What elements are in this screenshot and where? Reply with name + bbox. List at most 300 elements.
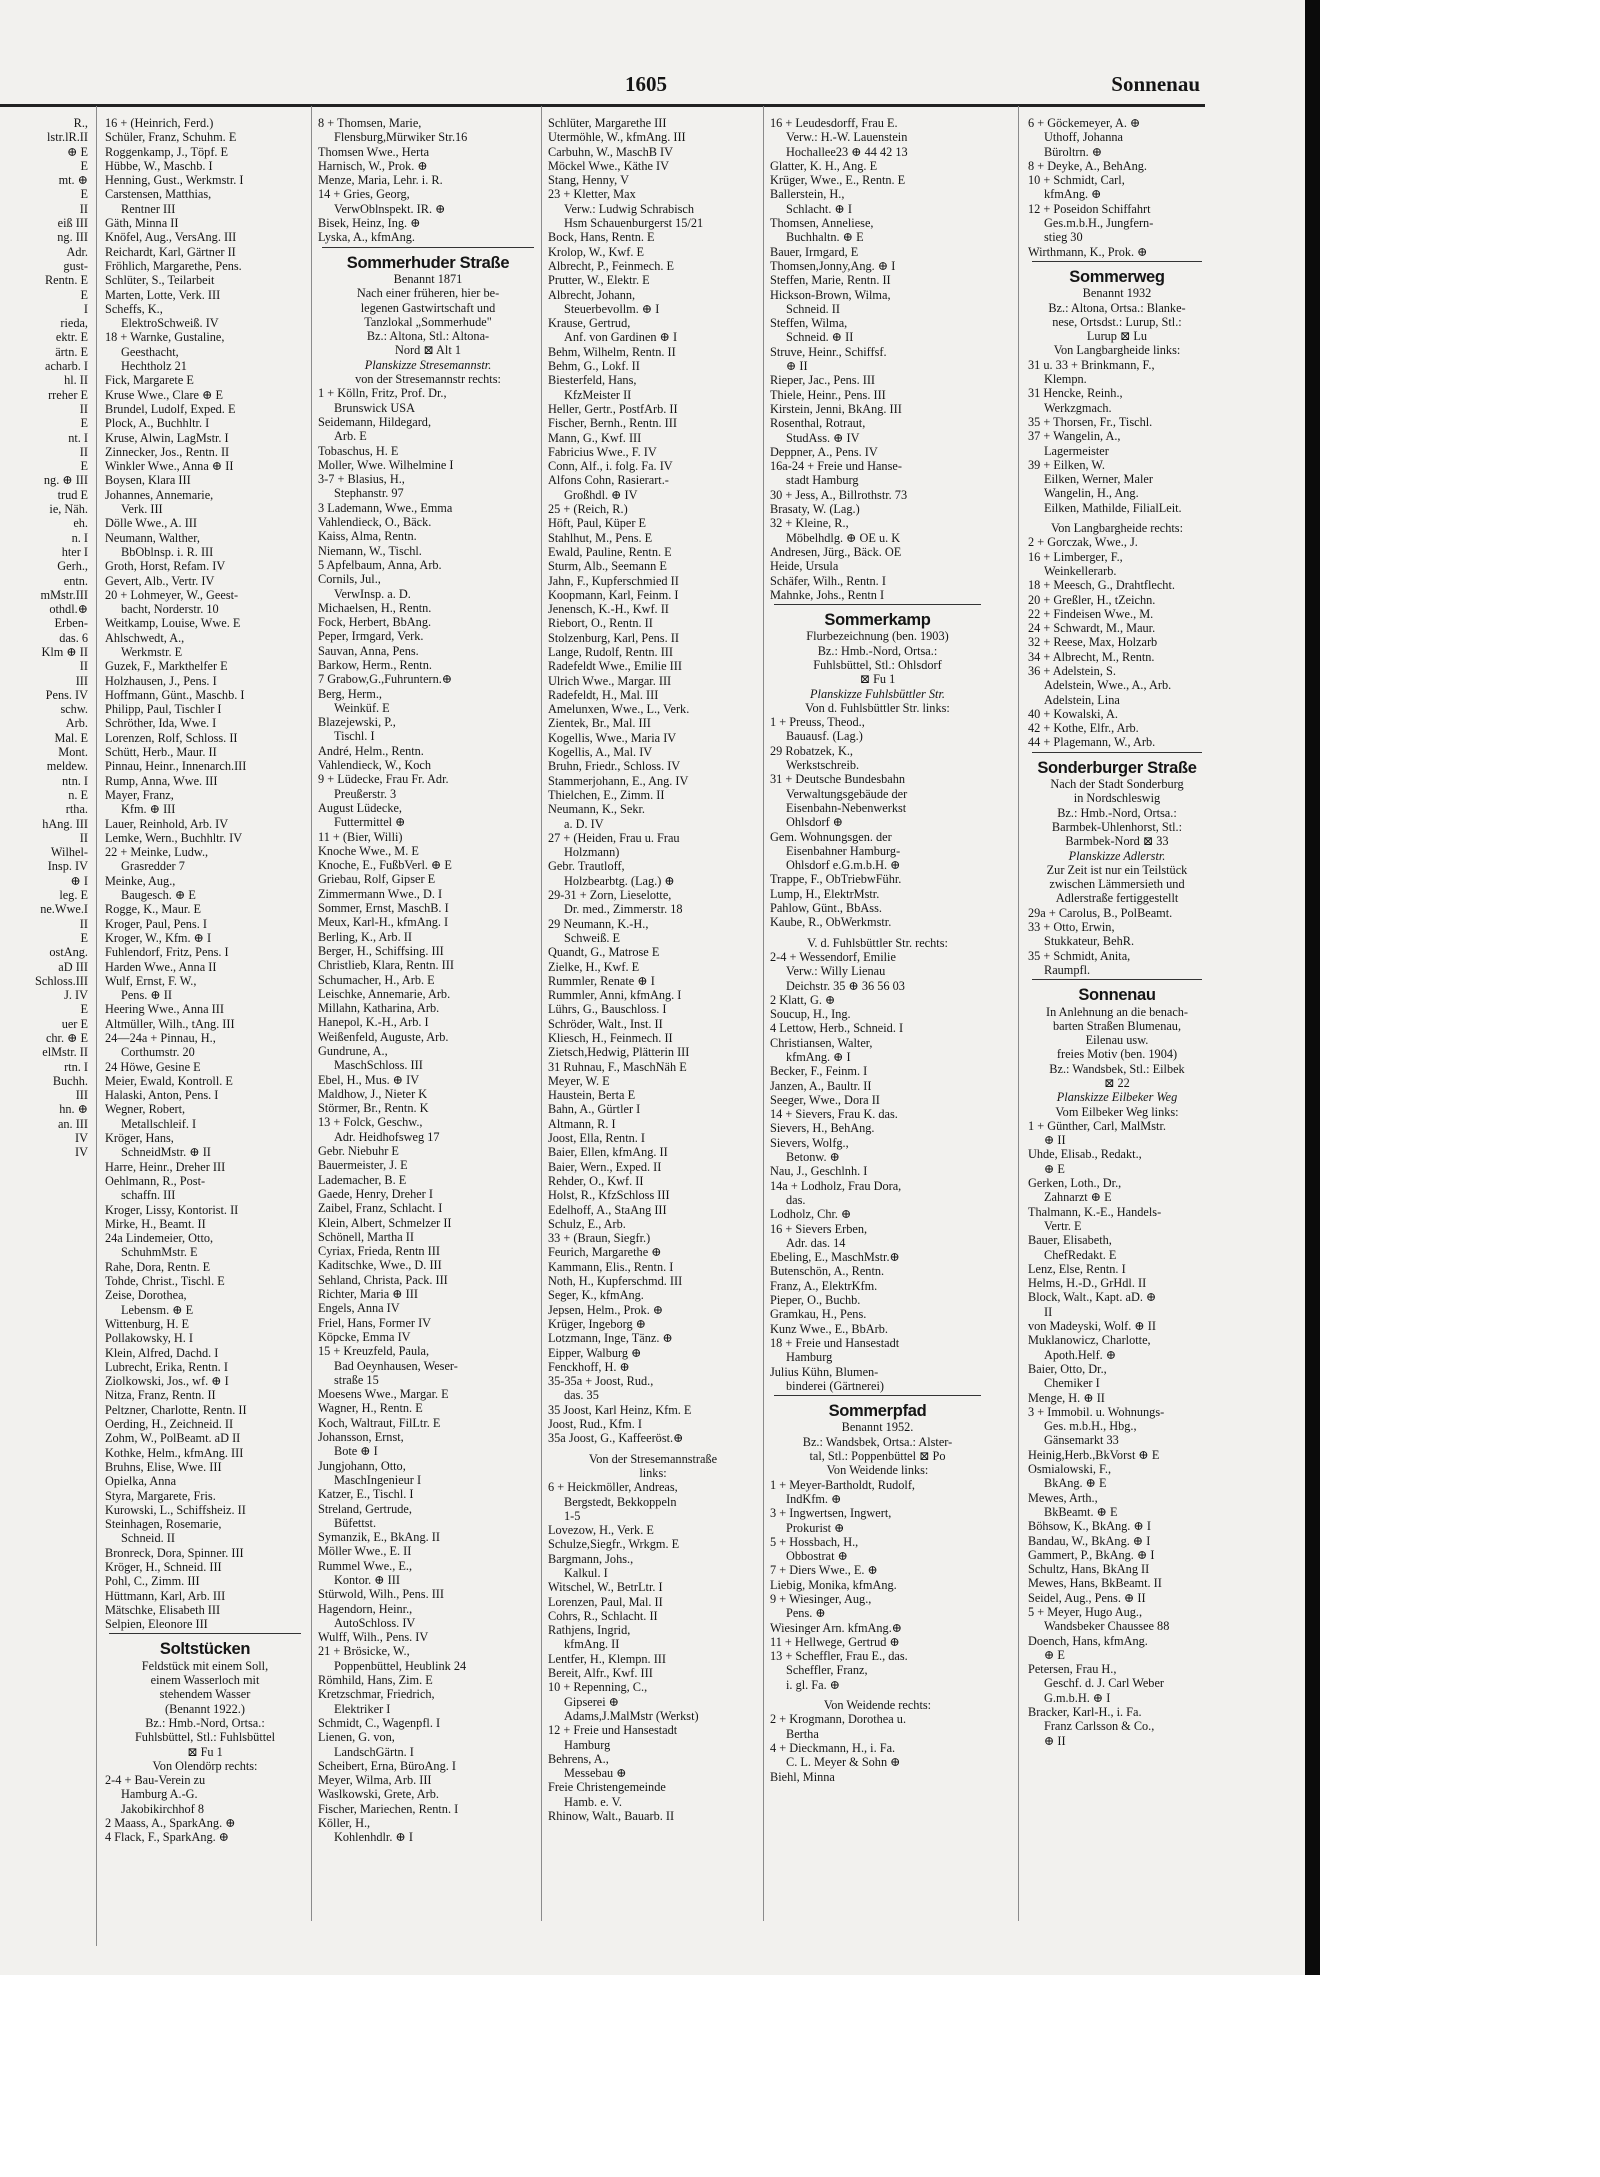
resident-entry: 2 Maass, A., SparkAng. ⊕ bbox=[105, 1816, 236, 1831]
left-page-fragment-line: Buchh. bbox=[52, 1073, 88, 1088]
street-info-line: Bz.: Hmb.-Nord, Ortsa.: bbox=[1057, 805, 1177, 820]
left-page-fragment-line: E bbox=[80, 459, 88, 474]
street-info-line: Von Langbargheide links: bbox=[1053, 343, 1181, 358]
resident-entry: Klein, Alfred, Dachd. I bbox=[105, 1345, 219, 1360]
resident-entry: Ahlschwedt, A., bbox=[105, 630, 185, 645]
resident-entry: Lührs, G., Bauschloss. I bbox=[548, 1002, 667, 1017]
resident-entry: 22 + Meinke, Ludw., bbox=[105, 845, 209, 860]
left-page-fragment-line: ng. ⊕ III bbox=[43, 473, 88, 488]
resident-entry: Krause, Gertrud, bbox=[548, 316, 631, 331]
resident-entry-continuation: Anf. von Gardinen ⊕ I bbox=[564, 330, 678, 345]
resident-entry: Meux, Karl-H., kfmAng. I bbox=[318, 915, 449, 930]
left-page-fragment-line: mMstr.III bbox=[40, 587, 88, 602]
street-info-line: Von Weidende links: bbox=[826, 1463, 929, 1478]
resident-entry: Kogellis, A., Mal. IV bbox=[548, 745, 653, 760]
resident-entry-continuation: Betonw. ⊕ bbox=[786, 1150, 840, 1165]
resident-entry: Franz, A., ElektrKfm. bbox=[770, 1278, 878, 1293]
resident-entry: Schütt, Herb., Maur. II bbox=[105, 745, 217, 760]
resident-entry: 8 + Deyke, A., BehAng. bbox=[1028, 158, 1147, 173]
resident-entry: 29-31 + Zorn, Lieselotte, bbox=[548, 888, 672, 903]
resident-entry: Noth, H., Kupferschmd. III bbox=[548, 1274, 683, 1289]
resident-entry-continuation: Obbostrat ⊕ bbox=[786, 1549, 848, 1564]
left-page-fragment-line: Mal. E bbox=[54, 730, 88, 745]
resident-entry: Selpien, Eleonore III bbox=[105, 1617, 208, 1632]
resident-entry-continuation: straße 15 bbox=[334, 1372, 379, 1387]
resident-entry: 20 + Greßler, H., tZeichn. bbox=[1028, 592, 1156, 607]
resident-entry: Pieper, O., Buchb. bbox=[770, 1293, 861, 1308]
resident-entry: Bronreck, Dora, Spinner. III bbox=[105, 1545, 244, 1560]
resident-entry-continuation: i. gl. Fa. ⊕ bbox=[786, 1677, 841, 1692]
resident-entry: Lubrecht, Erika, Rentn. I bbox=[105, 1359, 228, 1374]
resident-entry: Carstensen, Matthias, bbox=[105, 187, 212, 202]
resident-entry: Altmüller, Wilh., tAng. III bbox=[105, 1016, 235, 1031]
resident-entry: Lademacher, B. E bbox=[318, 1172, 407, 1187]
resident-entry-continuation: BkBeamt. ⊕ E bbox=[1044, 1504, 1118, 1519]
resident-entry: Fabricius Wwe., F. IV bbox=[548, 444, 657, 459]
resident-entry-continuation: Schneid. II bbox=[786, 301, 840, 316]
street-info-line: Von Weidende rechts: bbox=[823, 1698, 932, 1713]
resident-entry-continuation: Stukkateur, BehR. bbox=[1044, 934, 1135, 949]
street-info-line: zwischen Lämmersieth und bbox=[1049, 877, 1185, 892]
resident-entry: Becker, F., Feinm. I bbox=[770, 1064, 868, 1079]
street-info-line: Zur Zeit ist nur ein Teilstück bbox=[1046, 862, 1188, 877]
resident-entry: Christlieb, Klara, Rentn. III bbox=[318, 958, 454, 973]
resident-entry: 1 + Günther, Carl, MalMstr. bbox=[1028, 1118, 1166, 1133]
left-page-fragment-line: Mont. bbox=[58, 745, 88, 760]
resident-entry: Hickson-Brown, Wilma, bbox=[770, 287, 891, 302]
resident-entry-continuation: Büfettst. bbox=[334, 1515, 377, 1530]
resident-entry: Thomsen Wwe., Herta bbox=[318, 144, 430, 159]
resident-entry: Richter, Maria ⊕ III bbox=[318, 1287, 418, 1302]
resident-entry: Heide, Ursula bbox=[770, 559, 839, 574]
left-page-fragment-line: trud E bbox=[57, 487, 88, 502]
resident-entry: Michaelsen, H., Rentn. bbox=[318, 600, 432, 615]
resident-entry-continuation: binderei (Gärtnerei) bbox=[786, 1378, 884, 1393]
resident-entry-continuation: Hamb. e. V. bbox=[564, 1794, 622, 1809]
resident-entry: 31 + Deutsche Bundesbahn bbox=[770, 772, 906, 787]
resident-entry-continuation: Klempn. bbox=[1044, 372, 1087, 387]
street-info-line: stehendem Wasser bbox=[159, 1687, 251, 1702]
resident-entry: 31 u. 33 + Brinkmann, F., bbox=[1028, 357, 1155, 372]
resident-entry: Zielke, H., Kwf. E bbox=[548, 959, 640, 974]
left-page-fragment-line: Pens. IV bbox=[45, 687, 88, 702]
resident-entry: Winkler Wwe., Anna ⊕ II bbox=[105, 459, 234, 474]
resident-entry: Gundrune, A., bbox=[318, 1044, 388, 1058]
resident-entry: Hüttmann, Karl, Arb. III bbox=[105, 1588, 226, 1603]
resident-entry-continuation: ⊕ E bbox=[1044, 1161, 1065, 1176]
resident-entry: Petersen, Frau H., bbox=[1028, 1662, 1117, 1677]
resident-entry: 40 + Kowalski, A. bbox=[1028, 706, 1118, 721]
resident-entry-continuation: Geesthacht, bbox=[121, 344, 179, 359]
resident-entry: Zimmermann Wwe., D. I bbox=[318, 886, 443, 901]
resident-entry: Kruse Wwe., Clare ⊕ E bbox=[105, 387, 223, 402]
resident-entry-continuation: Weinkellerarb. bbox=[1044, 563, 1117, 578]
resident-entry: 10 + Schmidt, Carl, bbox=[1028, 173, 1125, 188]
column-1 bbox=[105, 116, 305, 1845]
resident-entry: Jenensch, K.-H., Kwf. II bbox=[548, 602, 669, 617]
street-info-line: Adlerstraße fertiggestellt bbox=[1055, 891, 1179, 906]
resident-entry: Mätschke, Elisabeth III bbox=[105, 1602, 221, 1617]
resident-entry: Lenz, Else, Rentn. I bbox=[1028, 1261, 1126, 1276]
resident-entry: Glatter, K. H., Ang. E bbox=[770, 158, 878, 173]
street-info-line: Bz.: Hmb.-Nord, Ortsa.: bbox=[817, 643, 938, 658]
resident-entry-continuation: 1-5 bbox=[564, 1508, 581, 1523]
left-page-fragment-line: II bbox=[79, 830, 88, 845]
resident-entry: Thalmann, K.-E., Handels- bbox=[1028, 1204, 1162, 1219]
resident-entry: Kroger, Paul, Pens. I bbox=[105, 916, 207, 931]
resident-entry: Philipp, Paul, Tischler I bbox=[105, 702, 222, 717]
resident-entry-continuation: Kontor. ⊕ III bbox=[334, 1572, 400, 1587]
street-rule bbox=[1032, 261, 1202, 262]
resident-entry-continuation: Werkmstr. E bbox=[121, 644, 183, 659]
resident-entry: Koopmann, Karl, Feinm. I bbox=[548, 587, 679, 602]
street-info-line: Barmbek-Uhlenhorst, Stl.: bbox=[1051, 819, 1183, 834]
left-page-fragment-line: ie, Näh. bbox=[49, 502, 88, 517]
resident-entry: Kunz Wwe., E., BbArb. bbox=[770, 1321, 888, 1336]
resident-entry: Gebr. Niebuhr E bbox=[318, 1144, 399, 1159]
left-page-fragment-line: Insp. IV bbox=[47, 859, 88, 874]
resident-entry: Hoffmann, Günt., Maschb. I bbox=[105, 687, 245, 702]
left-page-fragment-line: IV bbox=[75, 1131, 88, 1146]
resident-entry-continuation: Holzbearbtg. (Lag.) ⊕ bbox=[564, 873, 675, 888]
resident-entry-continuation: Apoth.Helf. ⊕ bbox=[1044, 1347, 1117, 1362]
resident-entry: Menze, Maria, Lehr. i. R. bbox=[318, 173, 443, 188]
header-rule bbox=[0, 104, 1205, 107]
street-info-line: Benannt 1932 bbox=[1082, 286, 1152, 301]
resident-entry: Tohde, Christ., Tischl. E bbox=[105, 1274, 225, 1289]
resident-entry: Heller, Gertr., PostfArb. II bbox=[548, 401, 678, 416]
resident-entry: 13 + Folck, Geschw., bbox=[318, 1115, 423, 1130]
resident-entry: Millahn, Katharina, Arb. bbox=[318, 1001, 440, 1016]
left-page-fragment-line: R., bbox=[73, 116, 88, 130]
left-page-fragment-line: leg. E bbox=[59, 888, 88, 903]
resident-entry: Ballerstein, H., bbox=[770, 187, 845, 202]
resident-entry: Bahn, A., Gürtler I bbox=[548, 1102, 641, 1117]
left-page-fragment-line: III bbox=[75, 1088, 88, 1103]
resident-entry: 1 + Meyer-Bartholdt, Rudolf, bbox=[770, 1477, 916, 1492]
resident-entry-continuation: Holzmann) bbox=[564, 845, 620, 860]
left-page-fragment-line: othdl.⊕ bbox=[49, 602, 88, 617]
resident-entry: 30 + Jess, A., Billrothstr. 73 bbox=[770, 487, 908, 502]
street-info-line: Benannt 1952. bbox=[841, 1420, 914, 1435]
left-page-fragment-line: schw. bbox=[60, 702, 88, 717]
street-heading: Soltstücken bbox=[159, 1640, 251, 1659]
resident-entry: Brasaty, W. (Lag.) bbox=[770, 502, 860, 517]
left-page-fragment-line: ärtn. E bbox=[55, 344, 88, 359]
resident-entry: Joost, Ella, Rentn. I bbox=[548, 1131, 646, 1146]
resident-entry: Schumacher, H., Arb. E bbox=[318, 972, 435, 987]
resident-entry: Trappe, F., ObTriebwFühr. bbox=[770, 872, 902, 887]
resident-entry: Edelhoff, A., StaAng III bbox=[548, 1202, 667, 1217]
resident-entry: Cohrs, R., Schlacht. II bbox=[548, 1608, 658, 1623]
street-info-line: (Benannt 1922.) bbox=[165, 1701, 245, 1716]
resident-entry: Osmialowski, F., bbox=[1028, 1462, 1112, 1477]
resident-entry: Heinig,Herb.,BkVorst ⊕ E bbox=[1028, 1447, 1160, 1462]
resident-entry-continuation: Verw.: Willy Lienau bbox=[786, 964, 886, 979]
resident-entry-continuation: SchuhmMstr. E bbox=[121, 1245, 198, 1260]
resident-entry: André, Helm., Rentn. bbox=[318, 743, 424, 758]
resident-entry: Ewald, Pauline, Rentn. E bbox=[548, 544, 672, 559]
left-page-fragment-line: acharb. I bbox=[44, 359, 88, 374]
street-info-line: von der Stresemannstr rechts: bbox=[355, 372, 501, 387]
resident-entry: 1 + Kölln, Fritz, Prof. Dr., bbox=[318, 386, 447, 401]
resident-entry: Steinhagen, Rosemarie, bbox=[105, 1517, 222, 1532]
left-page-fragment-line: IV bbox=[75, 1145, 88, 1160]
resident-entry: Meinke, Aug., bbox=[105, 873, 176, 888]
resident-entry: Marten, Lotte, Verk. III bbox=[105, 287, 221, 302]
resident-entry: Seeger, Wwe., Dora II bbox=[770, 1092, 880, 1107]
left-page-fragment-line: Adr. bbox=[66, 244, 88, 259]
resident-entry-continuation: Gänsemarkt 33 bbox=[1044, 1433, 1119, 1448]
resident-entry: Lorenzen, Rolf, Schloss. II bbox=[105, 730, 238, 745]
resident-entry: Wittenburg, H. E bbox=[105, 1316, 189, 1331]
left-page-fragment-line: hter I bbox=[61, 544, 88, 559]
resident-entry: Kröger, Hans, bbox=[105, 1131, 174, 1146]
resident-entry-continuation: Verw.: H.-W. Lauenstein bbox=[786, 130, 908, 145]
resident-entry: Johansson, Ernst, bbox=[318, 1430, 404, 1445]
resident-entry-continuation: II bbox=[1044, 1304, 1053, 1319]
resident-entry-continuation: kfmAng. ⊕ bbox=[1044, 187, 1102, 202]
resident-entry: Seger, K., kfmAng. bbox=[548, 1288, 644, 1303]
column-divider bbox=[1018, 106, 1019, 1921]
resident-entry: 9 + Lüdecke, Frau Fr. Adr. bbox=[318, 772, 449, 787]
resident-entry-continuation: Lagermeister bbox=[1044, 443, 1109, 458]
resident-entry: Block, Walt., Kapt. aD. ⊕ bbox=[1028, 1290, 1157, 1305]
resident-entry-continuation: stadt Hamburg bbox=[786, 473, 859, 488]
resident-entry-continuation: ChefRedakt. E bbox=[1044, 1247, 1117, 1262]
resident-entry: Holst, R., KfzSchloss III bbox=[548, 1188, 670, 1203]
street-info-line: Fuhlsbüttel, Stl.: Fuhlsbüttel bbox=[134, 1730, 276, 1745]
resident-entry-continuation: LandschGärtn. I bbox=[334, 1744, 414, 1759]
street-info-line: In Anlehnung an die benach- bbox=[1045, 1004, 1189, 1019]
resident-entry: Gem. Wohnungsgen. der bbox=[770, 829, 892, 844]
resident-entry-continuation: stieg 30 bbox=[1044, 230, 1083, 245]
resident-entry: Biesterfeld, Hans, bbox=[548, 373, 637, 388]
resident-entry-continuation: SchneidMstr. ⊕ II bbox=[121, 1145, 211, 1160]
resident-entry-continuation: Bertha bbox=[786, 1726, 819, 1741]
resident-entry: Deppner, A., Pens. IV bbox=[770, 444, 878, 459]
resident-entry: Stammerjohann, E., Ang. IV bbox=[548, 773, 689, 788]
resident-entry: Reichardt, Karl, Gärtner II bbox=[105, 244, 236, 259]
resident-entry: Meier, Ewald, Kontroll. E bbox=[105, 1073, 233, 1088]
resident-entry-continuation: Weinküf. E bbox=[334, 700, 390, 715]
left-page-fragment-line: II bbox=[79, 916, 88, 931]
resident-entry: 6 + Göckemeyer, A. ⊕ bbox=[1028, 116, 1141, 130]
resident-entry-continuation: Ges. m.b.H., Hbg., bbox=[1044, 1419, 1137, 1434]
street-info-line: Nord ⊠ Alt 1 bbox=[395, 343, 461, 358]
resident-entry: Seidel, Aug., Pens. ⊕ II bbox=[1028, 1590, 1146, 1605]
resident-entry: 22 + Findeisen Wwe., M. bbox=[1028, 606, 1154, 621]
resident-entry: 3 + Ingwertsen, Ingwert, bbox=[770, 1506, 892, 1521]
resident-entry: Wegner, Robert, bbox=[105, 1102, 186, 1117]
resident-entry: 12 + Freie und Hansestadt bbox=[548, 1723, 678, 1738]
left-page-fragment-line: das. 6 bbox=[59, 630, 88, 645]
left-page-fragment-line: entn. bbox=[63, 573, 88, 588]
resident-entry-continuation: ⊕ II bbox=[1044, 1133, 1066, 1148]
resident-entry: Vahlendieck, O., Bäck. bbox=[318, 515, 432, 530]
street-info-line: Von Langbargheide rechts: bbox=[1050, 521, 1184, 536]
resident-entry: Sommer, Ernst, MaschB. I bbox=[318, 901, 449, 916]
resident-entry: Schlüter, S., Teilarbeit bbox=[105, 273, 215, 288]
resident-entry: 16 + Leudesdorff, Frau E. bbox=[770, 116, 898, 130]
resident-entry: Guzek, F., Markthelfer E bbox=[105, 659, 228, 674]
resident-entry: Römhild, Hans, Zim. E bbox=[318, 1673, 433, 1688]
resident-entry: Harnisch, W., Prok. ⊕ bbox=[318, 158, 428, 173]
resident-entry: 35 + Thorsen, Fr., Tischl. bbox=[1028, 414, 1153, 429]
resident-entry: Möckel Wwe., Käthe IV bbox=[548, 158, 669, 173]
resident-entry-continuation: Hsm Schauenburgerst 15/21 bbox=[564, 216, 704, 231]
resident-entry-continuation: Buchhaltn. ⊕ E bbox=[786, 230, 864, 245]
resident-entry: Groth, Horst, Refam. IV bbox=[105, 559, 226, 574]
street-info-line: Fuhlsbüttel, Stl.: Ohlsdorf bbox=[813, 657, 942, 672]
left-page-fragment-line: rtha. bbox=[65, 802, 88, 817]
resident-entry: 7 + Diers Wwe., E. ⊕ bbox=[770, 1563, 878, 1578]
resident-entry: 12 + Poseidon Schiffahrt bbox=[1028, 201, 1151, 216]
resident-entry-continuation: Gipserei ⊕ bbox=[564, 1694, 620, 1709]
left-page-fragment-line: ng. III bbox=[57, 230, 88, 245]
resident-entry-continuation: Lebensm. ⊕ E bbox=[121, 1302, 194, 1317]
resident-entry: 2 + Gorczak, Wwe., J. bbox=[1028, 535, 1138, 550]
resident-entry: 3 + Immobil. u. Wohnungs- bbox=[1028, 1404, 1165, 1419]
street-rule bbox=[774, 1395, 981, 1396]
resident-entry: Thielchen, E., Zimm. II bbox=[548, 787, 665, 802]
resident-entry-continuation: Poppenbüttel, Heublink 24 bbox=[334, 1658, 467, 1673]
street-info-line: Benannt 1871 bbox=[393, 271, 463, 286]
street-info-line: freies Motiv (ben. 1904) bbox=[1056, 1047, 1178, 1062]
resident-entry-continuation: ⊕ II bbox=[1044, 1733, 1066, 1748]
resident-entry: Zientek, Br., Mal. III bbox=[548, 716, 651, 731]
resident-entry: 16a-24 + Freie und Hanse- bbox=[770, 459, 902, 474]
resident-entry: Weißenfeld, Auguste, Arb. bbox=[318, 1029, 449, 1044]
page-number: 1605 bbox=[625, 72, 667, 96]
resident-entry: Lange, Rudolf, Rentn. III bbox=[548, 644, 673, 659]
plan-sketch-note: Planskizze Fuhlsbüttler Str. bbox=[810, 686, 945, 701]
resident-entry: Koch, Waltraut, FilLtr. E bbox=[318, 1415, 441, 1430]
resident-entry: 4 Flack, F., SparkAng. ⊕ bbox=[105, 1830, 230, 1845]
resident-entry: Lump, H., ElektrMstr. bbox=[770, 886, 880, 901]
resident-entry: Bauer, Elisabeth, bbox=[1028, 1233, 1112, 1248]
resident-entry: Gramkau, H., Pens. bbox=[770, 1307, 867, 1322]
street-info-line: tal, Stl.: Poppenbüttel ⊠ Po bbox=[809, 1449, 946, 1464]
resident-entry: Schönell, Martha II bbox=[318, 1229, 414, 1244]
resident-entry: Roggenkamp, J., Töpf. E bbox=[105, 144, 229, 159]
resident-entry: Lodholz, Chr. ⊕ bbox=[770, 1207, 852, 1222]
left-page-fragment-line: n. I bbox=[71, 530, 88, 545]
resident-entry-continuation: Verw.: Ludwig Schrabisch bbox=[564, 201, 694, 216]
resident-entry-continuation: Bote ⊕ I bbox=[334, 1444, 378, 1459]
resident-entry: Friel, Hans, Former IV bbox=[318, 1315, 432, 1330]
resident-entry: Sauvan, Anna, Pens. bbox=[318, 643, 419, 658]
resident-entry: 10 + Repenning, C., bbox=[548, 1680, 648, 1695]
resident-entry: Störmer, Br., Rentn. K bbox=[318, 1101, 429, 1116]
resident-entry: Fick, Margarete E bbox=[105, 373, 194, 388]
resident-entry: Neumann, Walther, bbox=[105, 530, 200, 545]
resident-entry-continuation: Uthoff, Johanna bbox=[1044, 130, 1124, 145]
resident-entry: 24—24a + Pinnau, H., bbox=[105, 1031, 216, 1045]
resident-entry-continuation: Hechtholz 21 bbox=[121, 359, 187, 374]
street-info-line: Eilenau usw. bbox=[1085, 1033, 1149, 1048]
left-page-fragment-line: Klm ⊕ II bbox=[41, 644, 88, 659]
resident-entry: Radefeldt, H., Mal. III bbox=[548, 687, 659, 702]
resident-entry: Ebel, H., Mus. ⊕ IV bbox=[318, 1072, 420, 1087]
resident-entry: Engels, Anna IV bbox=[318, 1301, 400, 1316]
resident-entry: Kothke, Helm., kfmAng. III bbox=[105, 1445, 244, 1460]
left-page-fragment-line: ⊕ I bbox=[70, 873, 88, 888]
column-2 bbox=[318, 116, 538, 1845]
resident-entry: Moller, Wwe. Wilhelmine I bbox=[318, 457, 454, 472]
resident-entry: 34 + Albrecht, M., Rentn. bbox=[1028, 649, 1155, 664]
resident-entry-continuation: Vertr. E bbox=[1044, 1218, 1082, 1233]
left-page-fragment-line: ntn. I bbox=[62, 773, 88, 788]
resident-entry: Holzhausen, J., Pens. I bbox=[105, 673, 217, 688]
resident-entry: Wiesinger Arn. kfmAng.⊕ bbox=[770, 1620, 903, 1635]
resident-entry: Kirstein, Jenni, BkAng. III bbox=[770, 401, 902, 416]
resident-entry-continuation: Großhdl. ⊕ IV bbox=[564, 487, 638, 502]
resident-entry: Thiele, Heinr., Pens. III bbox=[770, 387, 886, 402]
resident-entry: Behm, G., Lokf. II bbox=[548, 359, 640, 374]
resident-entry: Nau, J., Geschlnh. I bbox=[770, 1164, 868, 1179]
resident-entry: Fröhlich, Margarethe, Pens. bbox=[105, 258, 242, 273]
resident-entry: 2-4 + Wessendorf, Emilie bbox=[770, 949, 896, 964]
resident-entry: Fischer, Bernh., Rentn. III bbox=[548, 416, 677, 431]
resident-entry: von Madeyski, Wolf. ⊕ II bbox=[1028, 1319, 1156, 1334]
resident-entry-continuation: Eisenbahn-Nebenwerkst bbox=[786, 800, 907, 815]
resident-entry-continuation: Adr. das. 14 bbox=[786, 1235, 846, 1250]
street-info-line: in Nordschleswig bbox=[1073, 791, 1161, 806]
resident-entry: 29 Neumann, K.-H., bbox=[548, 916, 649, 931]
column-divider bbox=[311, 106, 312, 1921]
resident-entry: 32 + Reese, Max, Holzarb bbox=[1028, 635, 1158, 650]
resident-entry: Ziolkowski, Jos., wf. ⊕ I bbox=[105, 1374, 229, 1389]
street-info-line: Flurbezeichnung (ben. 1903) bbox=[806, 629, 949, 644]
left-page-fragment-line: Arb. bbox=[65, 716, 88, 731]
left-page-fragment-line: hl. II bbox=[64, 373, 88, 388]
resident-entry: Styra, Margarete, Fris. bbox=[105, 1488, 216, 1503]
resident-entry: Berling, K., Arb. II bbox=[318, 929, 412, 944]
street-info-line: Barmbek-Nord ⊠ 33 bbox=[1065, 834, 1169, 849]
resident-entry: Gevert, Alb., Vertr. IV bbox=[105, 573, 215, 588]
resident-entry: 27 + (Heiden, Frau u. Frau bbox=[548, 830, 680, 845]
resident-entry: Eipper, Walburg ⊕ bbox=[548, 1345, 642, 1360]
left-page-fragment-line: rtn. I bbox=[64, 1059, 88, 1074]
resident-entry-continuation: Hamburg A.-G. bbox=[121, 1787, 198, 1802]
resident-entry: Fuhlendorf, Fritz, Pens. I bbox=[105, 945, 229, 960]
resident-entry: 8 + Thomsen, Marie, bbox=[318, 116, 422, 130]
resident-entry-continuation: G.m.b.H. ⊕ I bbox=[1044, 1690, 1111, 1705]
resident-entry: Bracker, Karl-H., i. Fa. bbox=[1028, 1705, 1142, 1720]
resident-entry: Steffen, Wilma, bbox=[770, 316, 848, 331]
resident-entry: 3-7 + Blasius, H., bbox=[318, 472, 405, 487]
resident-entry: Mewes, Arth., bbox=[1028, 1490, 1098, 1505]
resident-entry: 36 + Adelstein, S. bbox=[1028, 663, 1116, 678]
resident-entry: 33 + (Braun, Siegfr.) bbox=[548, 1231, 651, 1246]
column-5 bbox=[1028, 116, 1206, 1748]
resident-entry: Helms, H.-D., GrHdl. II bbox=[1028, 1276, 1147, 1291]
resident-entry: Schulze,Siegfr., Wrkgm. E bbox=[548, 1537, 680, 1552]
resident-entry: Berg, Herm., bbox=[318, 686, 382, 701]
resident-entry: 25 + (Reich, R.) bbox=[548, 502, 628, 517]
street-info-line: Von Olendörp rechts: bbox=[152, 1758, 258, 1773]
resident-entry: Pollakowsky, H. I bbox=[105, 1331, 194, 1346]
resident-entry: Schröder, Walt., Inst. II bbox=[548, 1016, 663, 1031]
resident-entry-continuation: Rentner III bbox=[121, 201, 176, 216]
left-page-fragment-line: II bbox=[79, 444, 88, 459]
resident-entry-continuation: Jakobikirchhof 8 bbox=[121, 1801, 204, 1816]
resident-entry: Bruhns, Elise, Wwe. III bbox=[105, 1459, 222, 1474]
resident-entry: Sturm, Alb., Seemann E bbox=[548, 559, 667, 574]
resident-entry: Hanepol, K.-H., Arb. I bbox=[318, 1015, 429, 1030]
resident-entry-continuation: bacht, Norderstr. 10 bbox=[121, 602, 219, 617]
